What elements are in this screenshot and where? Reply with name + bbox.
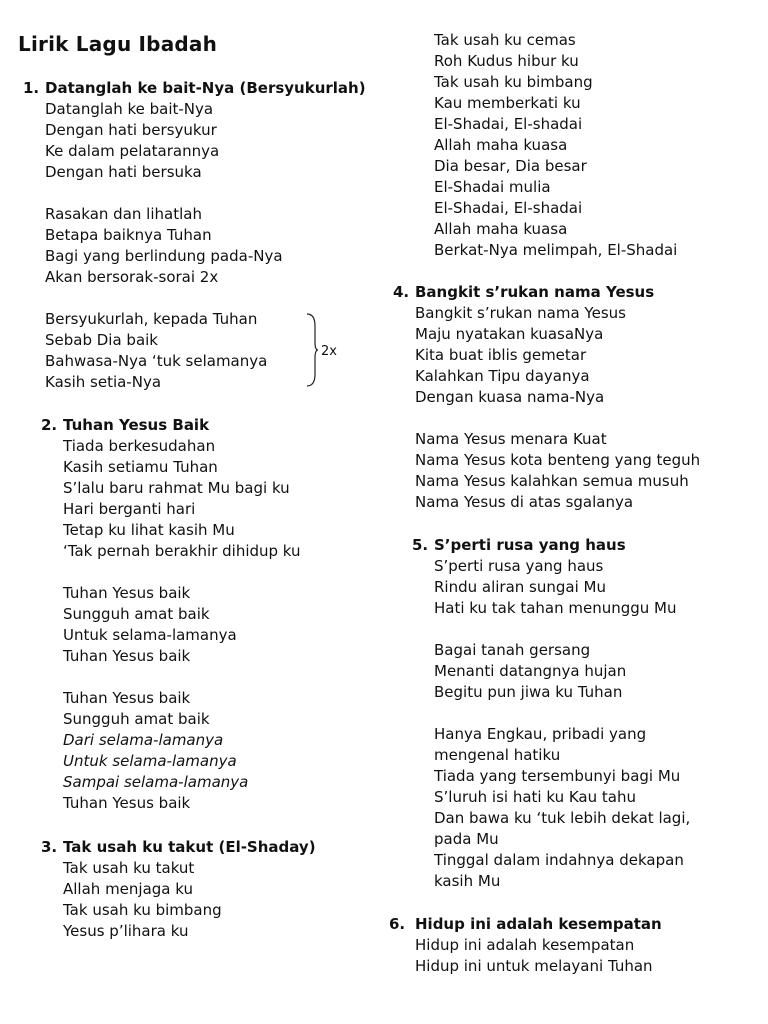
lyric-line: Sampai selama-lamanya bbox=[63, 773, 249, 791]
song-number: 2. bbox=[41, 416, 58, 434]
lyric-line: Tiada yang tersembunyi bagi Mu bbox=[434, 767, 681, 785]
lyric-line: Dengan hati bersuka bbox=[45, 163, 202, 181]
lyric-line: Nama Yesus di atas sgalanya bbox=[415, 493, 634, 511]
lyric-line: Tuhan Yesus baik bbox=[63, 584, 191, 602]
lyric-line: Kasih setiamu Tuhan bbox=[63, 458, 218, 476]
lyric-line: Bangkit s’rukan nama Yesus bbox=[415, 304, 626, 322]
lyric-line: Dia besar, Dia besar bbox=[434, 157, 587, 175]
song-number: 1. bbox=[23, 79, 40, 97]
song-title: Tak usah ku takut (El-Shaday) bbox=[63, 838, 316, 856]
song-title: Hidup ini adalah kesempatan bbox=[415, 915, 662, 933]
lyric-line: Dan bawa ku ‘tuk lebih dekat lagi, bbox=[434, 809, 691, 827]
song-2 bbox=[41, 415, 301, 814]
lyric-line: Tuhan Yesus baik bbox=[63, 689, 191, 707]
song-title: Datanglah ke bait-Nya (Bersyukurlah) bbox=[45, 79, 366, 97]
lyric-line: Hari berganti hari bbox=[63, 500, 196, 518]
lyric-line: Yesus p’lihara ku bbox=[63, 922, 189, 940]
lyric-line: kasih Mu bbox=[434, 872, 501, 890]
lyric-line: Untuk selama-lamanya bbox=[63, 752, 237, 770]
song-3-continued bbox=[434, 30, 677, 261]
lyric-line: S’perti rusa yang haus bbox=[434, 557, 604, 575]
lyric-line: Nama Yesus menara Kuat bbox=[415, 430, 607, 448]
lyric-line: Allah maha kuasa bbox=[434, 136, 568, 154]
lyric-line: Datanglah ke bait-Nya bbox=[45, 100, 214, 118]
song-number: 3. bbox=[41, 838, 58, 856]
lyric-line: Menanti datangnya hujan bbox=[434, 662, 627, 680]
lyric-line: El-Shadai mulia bbox=[434, 178, 551, 196]
song-title: Tuhan Yesus Baik bbox=[63, 416, 210, 434]
lyric-line: Sungguh amat baik bbox=[63, 605, 210, 623]
lyric-line: Allah maha kuasa bbox=[434, 220, 568, 238]
lyric-line: Sebab Dia baik bbox=[45, 331, 158, 349]
lyric-line: El-Shadai, El-shadai bbox=[434, 115, 583, 133]
lyric-line: Allah menjaga ku bbox=[63, 880, 193, 898]
lyric-line: Roh Kudus hibur ku bbox=[434, 52, 579, 70]
lyric-line: Tuhan Yesus baik bbox=[63, 647, 191, 665]
lyric-line: Begitu pun jiwa ku Tuhan bbox=[434, 683, 623, 701]
lyric-line: Tak usah ku bimbang bbox=[434, 73, 593, 91]
song-5 bbox=[412, 535, 691, 892]
lyric-line: Bagi yang berlindung pada-Nya bbox=[45, 247, 283, 265]
lyric-line: Dengan kuasa nama-Nya bbox=[415, 388, 605, 406]
lyric-line: Hidup ini adalah kesempatan bbox=[415, 936, 635, 954]
lyric-line: Hati ku tak tahan menunggu Mu bbox=[434, 599, 677, 617]
lyric-line: Sungguh amat baik bbox=[63, 710, 210, 728]
lyric-line: Akan bersorak-sorai 2x bbox=[45, 268, 219, 286]
repeat-bracket bbox=[305, 312, 319, 388]
lyric-line: Tak usah ku cemas bbox=[434, 31, 576, 49]
song-title: S’perti rusa yang haus bbox=[434, 536, 626, 554]
lyric-line: Hidup ini untuk melayani Tuhan bbox=[415, 957, 653, 975]
lyric-line: Bahwasa-Nya ‘tuk selamanya bbox=[45, 352, 268, 370]
page-title: Lirik Lagu Ibadah bbox=[18, 32, 218, 56]
lyric-line: Kita buat iblis gemetar bbox=[415, 346, 587, 364]
lyric-line: Rindu aliran sungai Mu bbox=[434, 578, 606, 596]
lyric-line: Tak usah ku takut bbox=[63, 859, 195, 877]
lyric-line: Kalahkan Tipu dayanya bbox=[415, 367, 590, 385]
lyric-line: pada Mu bbox=[434, 830, 499, 848]
lyric-line: Untuk selama-lamanya bbox=[63, 626, 237, 644]
lyric-line: Bagai tanah gersang bbox=[434, 641, 591, 659]
song-title: Bangkit s’rukan nama Yesus bbox=[415, 283, 655, 301]
lyric-line: Maju nyatakan kuasaNya bbox=[415, 325, 604, 343]
song-number: 5. bbox=[412, 536, 429, 554]
lyric-line: Hanya Engkau, pribadi yang bbox=[434, 725, 647, 743]
lyric-line: Nama Yesus kalahkan semua musuh bbox=[415, 472, 689, 490]
lyric-line: mengenal hatiku bbox=[434, 746, 561, 764]
lyric-line: ‘Tak pernah berakhir dihidup ku bbox=[63, 542, 301, 560]
lyric-line: S’luruh isi hati ku Kau tahu bbox=[434, 788, 636, 806]
lyric-line: Dari selama-lamanya bbox=[63, 731, 224, 749]
lyric-line: Tiada berkesudahan bbox=[63, 437, 216, 455]
song-number: 6. bbox=[389, 915, 406, 933]
lyric-line: Ke dalam pelatarannya bbox=[45, 142, 220, 160]
lyric-line: Berkat-Nya melimpah, El-Shadai bbox=[434, 241, 678, 259]
lyric-line: El-Shadai, El-shadai bbox=[434, 199, 583, 217]
lyric-line: Kau memberkati ku bbox=[434, 94, 581, 112]
song-4 bbox=[393, 282, 701, 513]
repeat-mark: 2x bbox=[321, 344, 337, 359]
lyric-line: Kasih setia-Nya bbox=[45, 373, 162, 391]
lyric-line: Tinggal dalam indahnya dekapan bbox=[434, 851, 684, 869]
song-3 bbox=[41, 837, 316, 942]
lyric-line: S’lalu baru rahmat Mu bagi ku bbox=[63, 479, 290, 497]
lyric-line: Tak usah ku bimbang bbox=[63, 901, 222, 919]
lyric-line: Nama Yesus kota benteng yang teguh bbox=[415, 451, 701, 469]
lyric-line: Dengan hati bersyukur bbox=[45, 121, 217, 139]
lyric-line: Tetap ku lihat kasih Mu bbox=[63, 521, 235, 539]
lyric-line: Bersyukurlah, kepada Tuhan bbox=[45, 310, 258, 328]
song-6 bbox=[389, 914, 662, 977]
lyric-line: Rasakan dan lihatlah bbox=[45, 205, 202, 223]
song-number: 4. bbox=[393, 283, 410, 301]
lyric-line: Betapa baiknya Tuhan bbox=[45, 226, 212, 244]
lyric-line: Tuhan Yesus baik bbox=[63, 794, 191, 812]
